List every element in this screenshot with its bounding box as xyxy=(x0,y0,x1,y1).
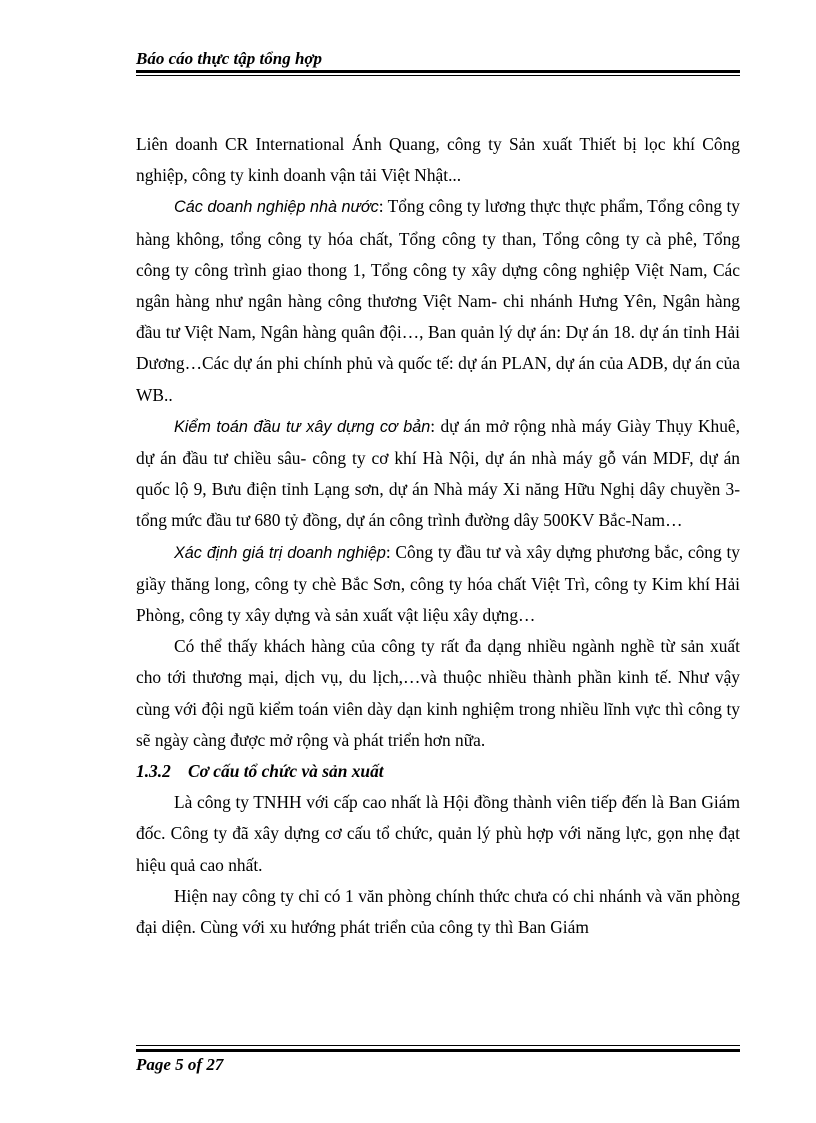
header-rule-thin xyxy=(136,75,740,76)
section-number: 1.3.2 xyxy=(136,761,171,782)
footer-rule-thick xyxy=(136,1049,740,1052)
page-number: Page 5 of 27 xyxy=(136,1055,224,1074)
paragraph-2-lead: Các doanh nghiệp nhà nước xyxy=(174,198,379,217)
body-text xyxy=(136,129,740,943)
paragraph-5: Có thể thấy khách hàng của công ty rất đa dạng nhiều ngành nghề từ sản xuất cho tới thương mại, dịch vụ, du lịch,…và thuộc nhiều thành phần kinh tế. Như vậy cùng với đội ngũ kiểm toán viên dày dạn kinh nghiệm trong nhiều lĩnh vực thì công ty sẽ ngày càng được mở rộng và phát triển hơn nữa. xyxy=(136,636,740,750)
section-heading xyxy=(136,756,740,787)
paragraph-3 xyxy=(136,411,740,537)
header-title: Báo cáo thực tập tổng hợp xyxy=(136,49,323,68)
paragraph-4-lead: Xác định giá trị doanh nghiệp xyxy=(174,543,386,562)
paragraph-1: Liên doanh CR International Ánh Quang, công ty Sản xuất Thiết bị lọc khí Công nghiệp, công ty kinh doanh vận tải Việt Nhật... xyxy=(136,134,740,186)
header-rule-thick xyxy=(136,70,740,73)
paragraph-7: Hiện nay công ty chỉ có 1 văn phòng chính thức chưa có chi nhánh và văn phòng đại diện. Cùng với xu hướng phát triển của công ty thì Ban Giám xyxy=(136,885,740,938)
paragraph-3-lead: Kiểm toán đầu tư xây dựng cơ bản xyxy=(174,417,431,436)
section-title: Cơ cấu tổ chức và sản xuất xyxy=(188,761,384,782)
paragraph-2 xyxy=(136,191,740,410)
paragraph-4-text: : Công ty đầu tư và xây dựng phương bắc, công ty giầy thăng long, công ty chè Bắc Sơn, công ty hóa chất Việt Trì, công ty Kim khí Hải Phòng, công ty xây dựng và sản xuất vật liệu xây dựng… xyxy=(136,541,740,626)
paragraph-4 xyxy=(136,537,740,632)
paragraph-2-text: : Tổng công ty lương thực thực phẩm, Tổng công ty hàng không, tổng công ty hóa chất, Tổng công ty than, Tổng công ty cà phê, Tổng công ty công trình giao thong 1, Tổng công ty xây dựng công nghiệp Việt Nam, Các ngân hàng như ngân hàng công thương Việt Nam- chi nhánh Hưng Yên, Ngân hàng đầu tư Việt Nam, Ngân hàng quân đội…, Ban quản lý dự án: Dự án 18. dự án tỉnh Hải Dương…Các dự án phi chính phủ và quốc tế: dự án PLAN, dự án của ADB, dự án của WB.. xyxy=(136,196,740,405)
footer-rule-thin xyxy=(136,1045,740,1046)
paragraph-3-text: : dự án mở rộng nhà máy Giày Thụy Khuê, dự án đầu tư chiều sâu- công ty cơ khí Hà Nội, dự án nhà máy gỗ ván MDF, dự án quốc lộ 9, Bưu điện tỉnh Lạng sơn, dự án Nhà máy Xi năng Hữu Nghị dây chuyền 3-tổng mức đầu tư 680 tỷ đồng, dự án công trình đường dây 500KV Bắc-Nam… xyxy=(136,415,740,531)
paragraph-6: Là công ty TNHH với cấp cao nhất là Hội đồng thành viên tiếp đến là Ban Giám đốc. Công ty đã xây dựng cơ cấu tổ chức, quản lý phù hợp với năng lực, gọn nhẹ đạt hiệu quả cao nhất. xyxy=(136,792,740,875)
